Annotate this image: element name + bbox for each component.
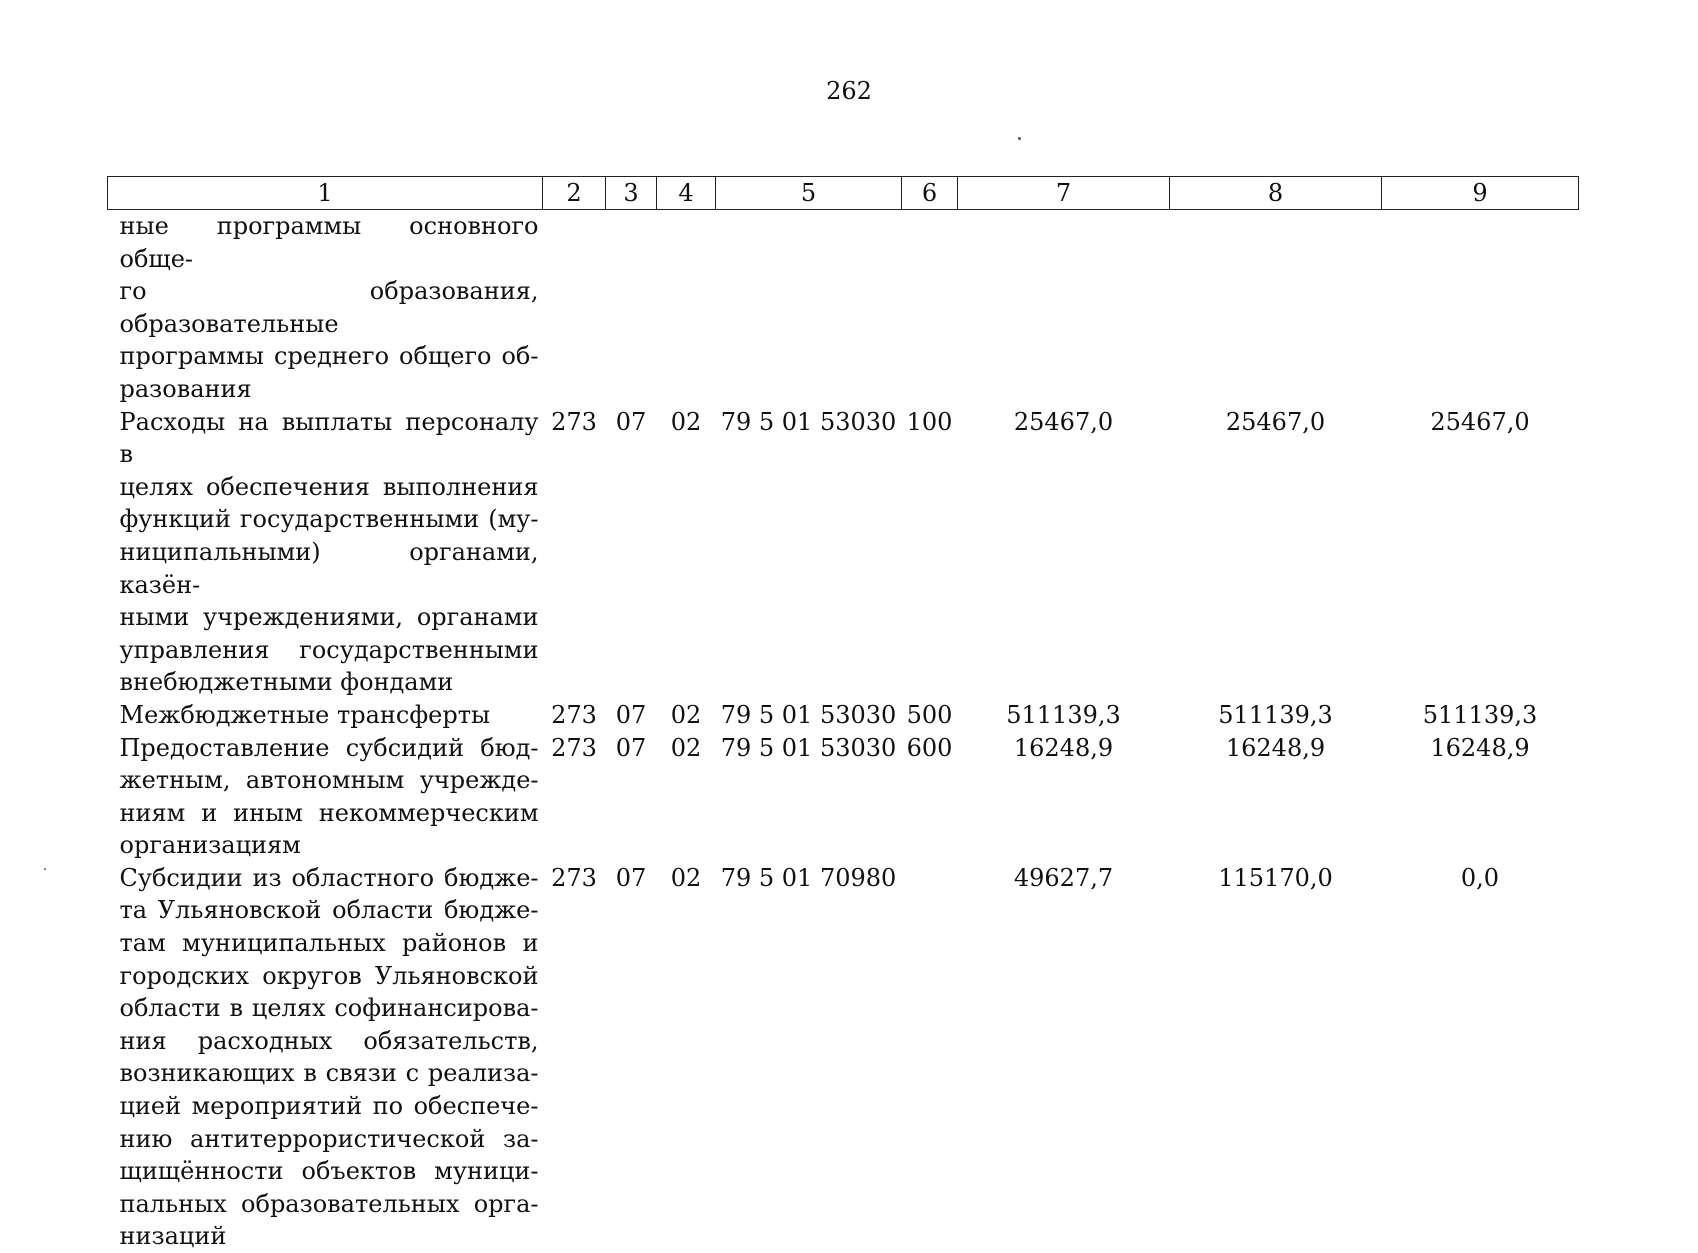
- subsection-cell: 02: [657, 862, 716, 1253]
- table-row: [108, 699, 1579, 732]
- header-col-7: 7: [958, 177, 1170, 210]
- description-line: го образования, образовательные: [120, 275, 539, 340]
- grbs-cell: 273: [543, 862, 606, 1253]
- description-line: жетным, автономным учрежде-: [120, 764, 539, 797]
- target-article-cell: 79 5 01 53030: [716, 699, 902, 732]
- table-header: [108, 177, 1579, 210]
- expense-type-cell: 600: [902, 732, 958, 862]
- amount-cell-year3: 0,0: [1382, 862, 1579, 1253]
- description-line: целях обеспечения выполнения: [120, 471, 539, 504]
- description-line: ниям и иным некоммерческим: [120, 797, 539, 830]
- amount-cell-year3: 25467,0: [1382, 406, 1579, 699]
- description-line: возникающих в связи с реализа-: [120, 1057, 539, 1090]
- amount-cell-year1: [958, 210, 1170, 406]
- description-line: ния расходных обязательств,: [120, 1025, 539, 1058]
- amount-cell-year2: 511139,3: [1170, 699, 1382, 732]
- scan-speck: [44, 868, 46, 870]
- description-cell: [108, 862, 543, 1253]
- description-line: Субсидии из областного бюдже-: [120, 862, 539, 895]
- description-line: Предоставление субсидий бюд-: [120, 732, 539, 765]
- grbs-cell: 273: [543, 406, 606, 699]
- header-col-6: 6: [902, 177, 958, 210]
- subsection-cell: 02: [657, 699, 716, 732]
- header-col-5: 5: [716, 177, 902, 210]
- description-line: управления государственными: [120, 634, 539, 667]
- target-article-cell: 79 5 01 53030: [716, 732, 902, 862]
- header-col-9: 9: [1382, 177, 1579, 210]
- description-line: ниципальными) органами, казён-: [120, 536, 539, 601]
- amount-cell-year2: 25467,0: [1170, 406, 1382, 699]
- amount-cell-year2: [1170, 210, 1382, 406]
- amount-cell-year1: 25467,0: [958, 406, 1170, 699]
- table-row: [108, 406, 1579, 699]
- amount-cell-year1: 49627,7: [958, 862, 1170, 1253]
- description-line: низаций: [120, 1220, 539, 1253]
- header-col-2: 2: [543, 177, 606, 210]
- description-line: пальных образовательных орга-: [120, 1188, 539, 1221]
- description-line: городских округов Ульяновской: [120, 960, 539, 993]
- table-row: [108, 210, 1579, 406]
- header-col-8: 8: [1170, 177, 1382, 210]
- table-row: [108, 732, 1579, 862]
- expense-type-cell: [902, 862, 958, 1253]
- scan-speck: [1018, 137, 1021, 140]
- budget-table: [107, 176, 1579, 1253]
- header-col-1: 1: [108, 177, 543, 210]
- description-cell: [108, 732, 543, 862]
- section-cell: 07: [606, 406, 657, 699]
- subsection-cell: [657, 210, 716, 406]
- amount-cell-year1: 16248,9: [958, 732, 1170, 862]
- amount-cell-year1: 511139,3: [958, 699, 1170, 732]
- description-line: та Ульяновской области бюдже-: [120, 894, 539, 927]
- amount-cell-year3: 511139,3: [1382, 699, 1579, 732]
- description-line: ными учреждениями, органами: [120, 601, 539, 634]
- section-cell: [606, 210, 657, 406]
- grbs-cell: [543, 210, 606, 406]
- description-line: организациям: [120, 829, 539, 862]
- grbs-cell: 273: [543, 732, 606, 862]
- description-line: щищённости объектов муници-: [120, 1155, 539, 1188]
- section-cell: 07: [606, 732, 657, 862]
- description-line: ные программы основного обще-: [120, 210, 539, 275]
- table-body: [108, 210, 1579, 1253]
- description-cell: [108, 699, 543, 732]
- description-line: функций государственными (му-: [120, 503, 539, 536]
- header-col-3: 3: [606, 177, 657, 210]
- description-line: цией мероприятий по обеспече-: [120, 1090, 539, 1123]
- description-line: Межбюджетные трансферты: [120, 699, 539, 732]
- amount-cell-year3: [1382, 210, 1579, 406]
- subsection-cell: 02: [657, 732, 716, 862]
- header-col-4: 4: [657, 177, 716, 210]
- section-cell: 07: [606, 862, 657, 1253]
- description-line: программы среднего общего об-: [120, 340, 539, 373]
- description-line: области в целях софинансирова-: [120, 992, 539, 1025]
- grbs-cell: 273: [543, 699, 606, 732]
- description-line: внебюджетными фондами: [120, 666, 539, 699]
- description-line: там муниципальных районов и: [120, 927, 539, 960]
- header-row: [108, 177, 1579, 210]
- amount-cell-year3: 16248,9: [1382, 732, 1579, 862]
- subsection-cell: 02: [657, 406, 716, 699]
- target-article-cell: [716, 210, 902, 406]
- table-row: [108, 862, 1579, 1253]
- expense-type-cell: [902, 210, 958, 406]
- description-cell: [108, 406, 543, 699]
- target-article-cell: 79 5 01 70980: [716, 862, 902, 1253]
- amount-cell-year2: 16248,9: [1170, 732, 1382, 862]
- amount-cell-year2: 115170,0: [1170, 862, 1382, 1253]
- description-line: разования: [120, 373, 539, 406]
- page-number: 262: [0, 76, 1698, 106]
- description-cell: [108, 210, 543, 406]
- expense-type-cell: 100: [902, 406, 958, 699]
- expense-type-cell: 500: [902, 699, 958, 732]
- target-article-cell: 79 5 01 53030: [716, 406, 902, 699]
- description-line: Расходы на выплаты персоналу в: [120, 406, 539, 471]
- section-cell: 07: [606, 699, 657, 732]
- description-line: нию антитеррористической за-: [120, 1123, 539, 1156]
